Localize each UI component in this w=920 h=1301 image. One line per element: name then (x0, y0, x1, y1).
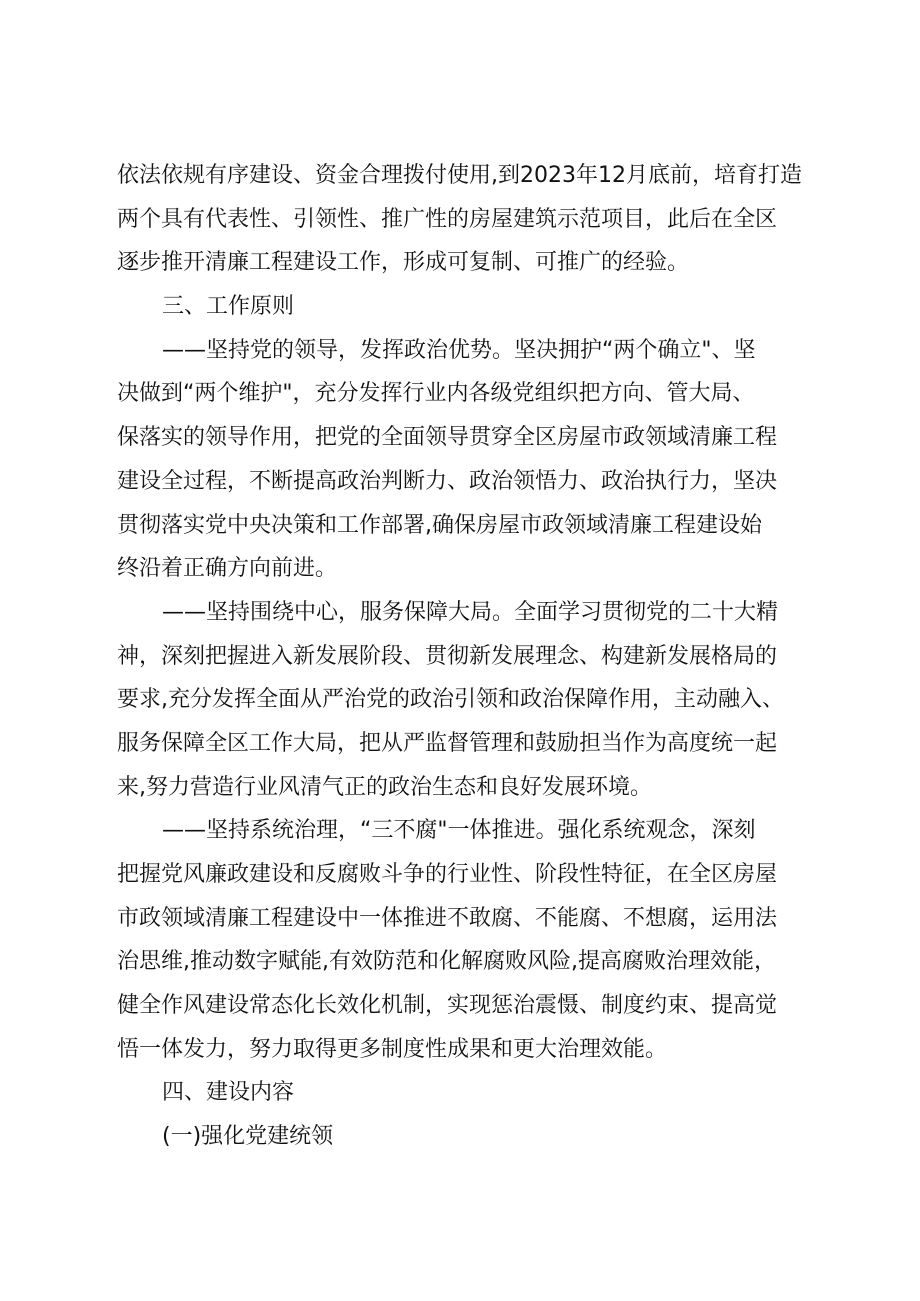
paragraph-line: ——坚持围绕中心，服务保障大局。全面学习贯彻党的二十大精 (162, 599, 779, 625)
paragraph-line: 神，深刻把握进入新发展阶段、贯彻新发展理念、构建新发展格局的 (117, 643, 778, 669)
paragraph-line: 悟一体发力，努力取得更多制度性成果和更大治理效能。 (117, 1036, 668, 1062)
paragraph-line: 终沿着正确方向前进。 (117, 556, 338, 582)
paragraph-line: 把握党风廉政建设和反腐败斗争的行业性、阶段性特征，在全区房屋 (117, 862, 778, 887)
paragraph-line: 逐步推开清廉工程建设工作，形成可复制、可推广的经验。 (117, 250, 690, 276)
paragraph-line: 贯彻落实党中央决策和工作部署,确保房屋市政领域清廉工程建设始 (117, 512, 762, 538)
document-body (117, 154, 817, 1159)
paragraph-line: 治思维,推动数字赋能,有效防范和化解腐败风险,提高腐败治理效能， (117, 949, 776, 975)
paragraph-line: 两个具有代表性、引领性、推广性的房屋建筑示范项目，此后在全区 (117, 206, 778, 232)
section-heading-contents: 四、建设内容 (162, 1080, 295, 1106)
subsection-heading: (一)强化党建统领 (162, 1124, 334, 1150)
paragraph-line: 保落实的领导作用，把党的全面领导贯穿全区房屋市政领域清廉工程 (117, 425, 778, 451)
section-heading-principles: 三、工作原则 (162, 294, 295, 320)
paragraph-line: 要求,充分发挥全面从严治党的政治引领和政治保障作用，主动融入、 (117, 687, 784, 713)
paragraph-line: 健全作风建设常态化长效化机制，实现惩治震慑、制度约束、提高觉 (117, 993, 778, 1019)
paragraph-line: 建设全过程，不断提高政治判断力、政治领悟力、政治执行力，坚决 (117, 468, 778, 494)
paragraph-line: ——坚持系统治理，“三不腐"一体推进。强化系统观念，深刻 (162, 818, 756, 844)
paragraph-line: 依法依规有序建设、资金合理拨付使用,到2023年12月底前，培育打造 (117, 163, 802, 188)
paragraph-line: 市政领域清廉工程建设中一体推进不敢腐、不能腐、不想腐，运用法 (117, 905, 778, 931)
paragraph-line: 来,努力营造行业风清气正的政治生态和良好发展环境。 (117, 774, 652, 800)
paragraph-line: 决做到“两个维护"，充分发挥行业内各级党组织把方向、管大局、 (117, 381, 755, 407)
paragraph-line: 服务保障全区工作大局，把从严监督管理和鼓励担当作为高度统一起 (117, 730, 778, 756)
paragraph-line: ——坚持党的领导，发挥政治优势。坚决拥护“两个确立"、坚 (162, 337, 756, 363)
